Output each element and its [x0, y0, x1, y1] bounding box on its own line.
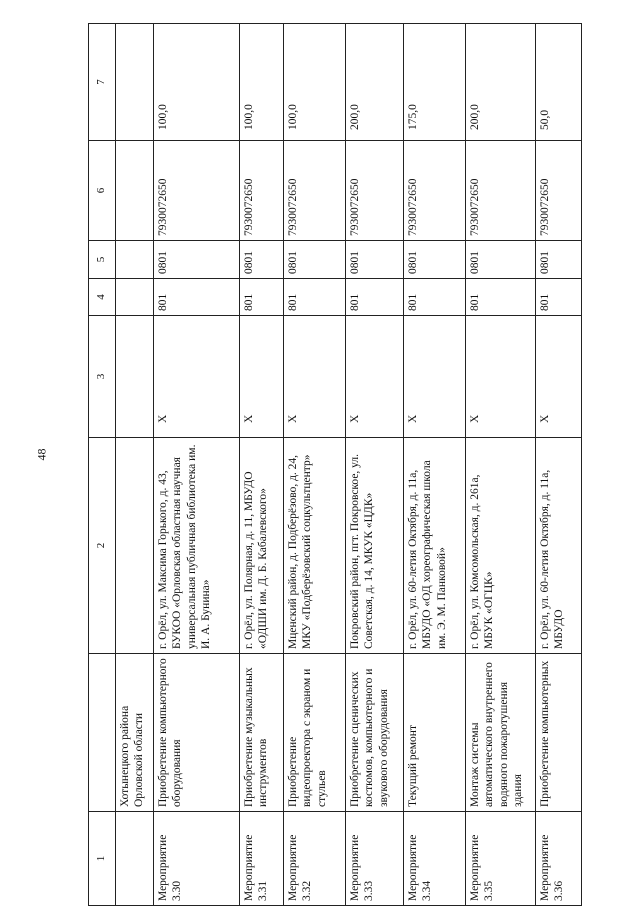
cell-col5: 0801 — [284, 241, 346, 279]
header-cell: 5 — [89, 241, 116, 279]
cell-col5: 0801 — [466, 241, 536, 279]
cell-col4: 801 — [284, 279, 346, 316]
header-cell: 3 — [89, 316, 116, 438]
cell-address: г. Орёл, ул. Максима Горького, д. 43, БУКОО «Орловская областная научная универсальная публичная библиотека им. И. А. Бунина» — [154, 438, 240, 654]
cell-address: г. Орёл, ул. 60-летия Октября, д. 11а, МБУДО — [536, 438, 582, 654]
cell-col7: 200,0 — [346, 24, 404, 141]
cell-name: Хотынецкого района Орловской области — [116, 654, 154, 812]
cell-col4: 801 — [466, 279, 536, 316]
table-row — [536, 24, 582, 906]
cell-id: Мероприятие 3.34 — [404, 812, 466, 906]
header-cell: 2 — [89, 438, 116, 654]
cell-address: г. Орёл, ул. 60-летия Октября, д. 11а, МБУДО «ОД хореографическая школа им. Э. М. Панковой» — [404, 438, 466, 654]
cell-address: Покровский район, пгт. Покровское, ул. Советская, д. 14, МКУК «ЦДК» — [346, 438, 404, 654]
cell-id: Мероприятие 3.32 — [284, 812, 346, 906]
cell-col3: X — [404, 316, 466, 438]
cell-col5 — [116, 241, 154, 279]
cell-col7: 100,0 — [284, 24, 346, 141]
cell-col4: 801 — [536, 279, 582, 316]
table-row — [346, 24, 404, 906]
cell-col4: 801 — [240, 279, 284, 316]
page-number: 48 — [34, 448, 49, 461]
cell-col5: 0801 — [404, 241, 466, 279]
table-row — [404, 24, 466, 906]
cell-col6: 7930072650 — [404, 141, 466, 241]
cell-col6: 7930072650 — [466, 141, 536, 241]
table-row — [284, 24, 346, 906]
cell-col4: 801 — [346, 279, 404, 316]
cell-address — [116, 438, 154, 654]
cell-name: Монтаж системы автоматического внутреннего водяного пожаротушения здания — [466, 654, 536, 812]
table-row — [466, 24, 536, 906]
cell-col7: 50,0 — [536, 24, 582, 141]
cell-name: Приобретение музыкальных инструментов — [240, 654, 284, 812]
cell-name: Приобретение компьютерного оборудования — [154, 654, 240, 812]
header-cell: 6 — [89, 141, 116, 241]
cell-col6: 7930072650 — [284, 141, 346, 241]
cell-id: Мероприятие 3.30 — [154, 812, 240, 906]
cell-col3: X — [284, 316, 346, 438]
cell-col3 — [116, 316, 154, 438]
cell-name: Приобретение компьютерных — [536, 654, 582, 812]
cell-col7: 100,0 — [154, 24, 240, 141]
cell-name: Приобретение видеопроектора с экраном и стульев — [284, 654, 346, 812]
header-cell — [89, 654, 116, 812]
cell-col7: 175,0 — [404, 24, 466, 141]
header-cell: 7 — [89, 24, 116, 141]
cell-col5: 0801 — [240, 241, 284, 279]
cell-col4 — [116, 279, 154, 316]
cell-col6: 7930072650 — [154, 141, 240, 241]
cell-col3: X — [240, 316, 284, 438]
cell-id: Мероприятие 3.33 — [346, 812, 404, 906]
cell-col7: 100,0 — [240, 24, 284, 141]
cell-id — [116, 812, 154, 906]
cell-col6: 7930072650 — [240, 141, 284, 241]
cell-col5: 0801 — [154, 241, 240, 279]
cell-col7: 200,0 — [466, 24, 536, 141]
cell-address: г. Орёл, ул. Полярная, д. 11, МБУДО «ОДШИ им. Д. Б. Кабалевского» — [240, 438, 284, 654]
table-row — [154, 24, 240, 906]
cell-col3: X — [466, 316, 536, 438]
cell-col3: X — [346, 316, 404, 438]
cell-id: Мероприятие 3.36 — [536, 812, 582, 906]
header-row — [89, 24, 116, 906]
cell-address: г. Орёл, ул. Комсомольская, д. 261а, МБУК «ОГЦК» — [466, 438, 536, 654]
cell-col4: 801 — [404, 279, 466, 316]
cell-col4: 801 — [154, 279, 240, 316]
cell-name: Приобретение сценических костюмов, компьютерного и звукового оборудования — [346, 654, 404, 812]
rotated-table-wrapper — [88, 24, 576, 906]
cell-col3: X — [536, 316, 582, 438]
cell-col6 — [116, 141, 154, 241]
table-row — [240, 24, 284, 906]
cell-col5: 0801 — [536, 241, 582, 279]
cell-col6: 7930072650 — [346, 141, 404, 241]
cell-name: Текущий ремонт — [404, 654, 466, 812]
budget-table — [88, 23, 582, 906]
table-row — [116, 24, 154, 906]
cell-col6: 7930072650 — [536, 141, 582, 241]
header-cell: 1 — [89, 812, 116, 906]
cell-id: Мероприятие 3.31 — [240, 812, 284, 906]
cell-id: Мероприятие 3.35 — [466, 812, 536, 906]
cell-col5: 0801 — [346, 241, 404, 279]
cell-col7 — [116, 24, 154, 141]
cell-col3: X — [154, 316, 240, 438]
cell-address: Мценский район, д. Подберёзово, д. 24, МКУ «Подберёзовский соцкультцентр» — [284, 438, 346, 654]
header-cell: 4 — [89, 279, 116, 316]
